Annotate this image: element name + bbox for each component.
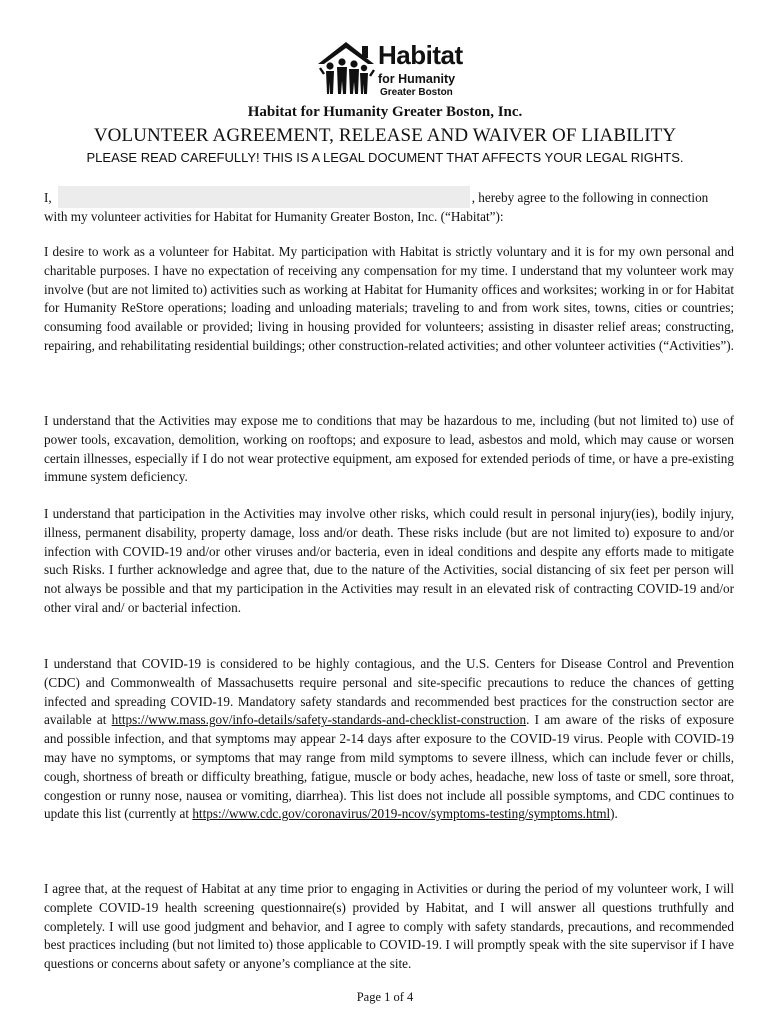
habitat-logo	[316, 40, 462, 102]
covid-text-c: ).	[610, 806, 618, 822]
intro-suffix: , hereby agree to the following in connection with my volunteer activities for Habitat for Humanity Greater Boston, Inc. (“Habitat”):	[44, 190, 709, 224]
logo-subline: for Humanity	[378, 72, 456, 86]
volunteer-name-field[interactable]	[58, 186, 470, 208]
covid-text-b: . I am aware of the risks of exposure and possible infection, and that symptoms may appear 2-14 days after exposure to the COVID-19 virus. People with COVID-19 may have no symptoms, or symptoms that may range from mild symptoms to severe illness, which can include fever or chills, cough, shortness of breath or difficulty breathing, fatigue, muscle or body aches, headache, new loss of taste or smell, sore throat, congestion or runny nose, nausea or vomiting, diarrhea). This list does not include all possible symptoms, and CDC continues to update this list (currently at	[44, 712, 735, 822]
intro-prefix: I,	[44, 190, 52, 205]
paragraph-covid	[44, 655, 734, 824]
paragraph-risks: I understand that participation in the Activities may involve other risks, which could result in personal injury(ies), bodily injury, illness, permanent disability, property damage, loss and/or death. These risks include (but are not limited to) exposure to and/or infection with COVID-19 and/or other viruses and/or bacteria, even in ideal conditions and despite any efforts made to mitigate such Risks. I further acknowledge and agree that, due to the nature of the Activities, social distancing of six feet per person will not always be possible and that my participation in the Activities may result in an elevated risk of contracting COVID-19 and/or other viral and/ or bacterial infection.	[44, 506, 734, 615]
organization-name: Habitat for Humanity Greater Boston, Inc.	[247, 104, 523, 120]
logo-region: Greater Boston	[380, 87, 453, 98]
paragraph-activities: I desire to work as a volunteer for Habitat. My participation with Habitat is strictly voluntary and it is for my own personal and charitable purposes. I have no expectation of receiving any compensation for my time. I understand that my volunteer work may involve (but are not limited to) activities such as working at Habitat for Humanity offices and worksites; working in or for Habitat for Humanity ReStore operations; loading and unloading materials; traveling to and from work sites, towns, cities or countries; consuming food available or provided; living in housing provided for volunteers; assisting in disaster relief areas; constructing, repairing, and rehabilitating residential buildings; other construction-related activities; and other volunteer activities (“Activities”).	[44, 244, 734, 353]
paragraph-screening: I agree that, at the request of Habitat at any time prior to engaging in Activities or during the period of my volunteer work, I will complete COVID-19 health screening questionnaire(s) provided by Habitat, and I will answer all questions truthfully and completely. I will use good judgment and behavior, and I agree to comply with safety standards, precautions, and recommended best practices including (but not limited to) those applicable to COVID-19. I will promptly speak with the site supervisor if I have questions or concerns about safety or anyone’s compliance at the site.	[44, 881, 734, 972]
page-number: Page 1 of 4	[356, 990, 414, 1004]
covid-text-a: I understand that COVID-19 is considered to be highly contagious, and the U.S. Centers for Disease Control and Prevention (CDC) and Commonwealth of Massachusetts require personal and site-specific precautions to reduce the chances of getting infected and spreading COVID-19. Mandatory safety standards and recommended best practices for the construction sector are available at	[44, 656, 734, 728]
mass-gov-link[interactable]: https://www.mass.gov/info-details/safety-standards-and-checklist-construction	[111, 712, 527, 728]
paragraph-hazards: I understand that the Activities may expose me to conditions that may be hazardous to me, including (but not limited to) use of power tools, excavation, demolition, working on rooftops; and exposure to lead, asbestos and mold, which may cause or worsen certain illnesses, especially if I do not wear protective equipment, am exposed for extended periods of time, or have a pre-existing immune system deficiency.	[44, 413, 734, 485]
legal-warning: PLEASE READ CAREFULLY! THIS IS A LEGAL DOCUMENT THAT AFFECTS YOUR LEGAL RIGHTS.	[86, 150, 684, 165]
logo-wordmark: Habitat	[378, 40, 463, 70]
house-people-icon	[316, 40, 376, 96]
document-title: VOLUNTEER AGREEMENT, RELEASE AND WAIVER OF LIABILITY	[93, 125, 677, 146]
intro-statement	[44, 186, 728, 227]
cdc-link[interactable]: https://www.cdc.gov/coronavirus/2019-ncov/symptoms-testing/symptoms.html	[192, 806, 611, 822]
